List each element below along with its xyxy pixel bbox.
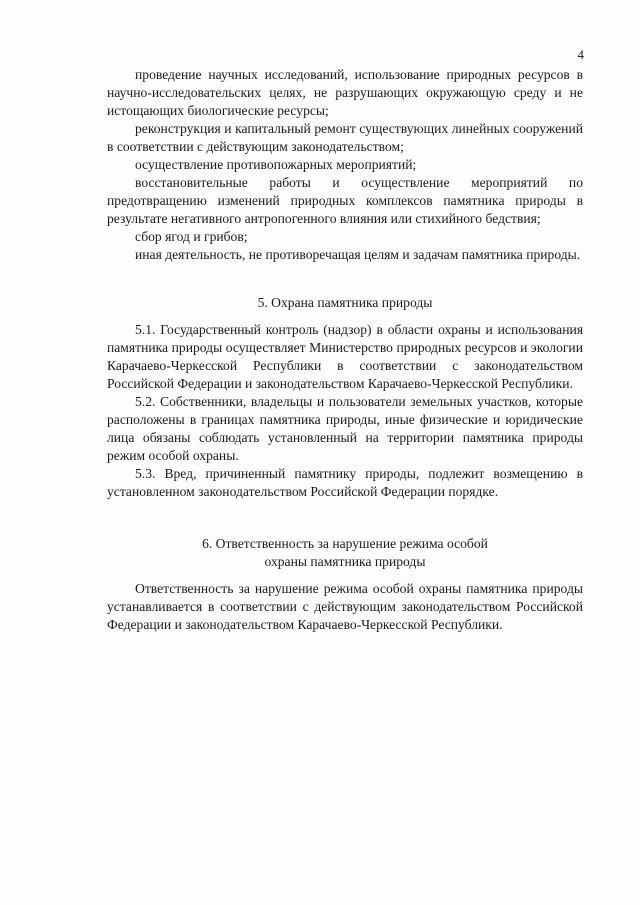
paragraph-5-1: 5.1. Государственный контроль (надзор) в области охраны и использования памятника природы осуществляет Министерство природных ресурсов и экологии Карачаево-Черкесской Республики в соответствии с законодательством Российской Федерации и законодательством Карачаево-Черкесской Республики. xyxy=(107,322,583,391)
section-5-body xyxy=(107,321,583,501)
list-item: реконструкция и капитальный ремонт существующих линейных сооружений в соответствии с действующим законодательством; xyxy=(107,121,583,154)
list-item: проведение научных исследований, использование природных ресурсов в научно-исследовательских целях, не разрушающих окружающую среду и не истощающих биологические ресурсы; xyxy=(107,67,583,118)
section-6-heading-line-1: 6. Ответственность за нарушение режима особой xyxy=(202,536,488,551)
paragraph-5-2: 5.2. Собственники, владельцы и пользователи земельных участков, которые расположены в границах памятника природы, иные физические и юридические лица обязаны соблюдать установленный на территории памятника природы режим особой охраны. xyxy=(107,394,583,463)
list-item: восстановительные работы и осуществление мероприятий по предотвращению изменений природных комплексов памятника природы в результате негативного антропогенного влияния или стихийного бедствия; xyxy=(107,175,583,226)
list-item: осуществление противопожарных мероприятий; xyxy=(135,157,417,172)
list-item: иная деятельность, не противоречащая целям и задачам памятника природы. xyxy=(135,247,581,262)
page-number: 4 xyxy=(577,47,584,62)
section-6-heading xyxy=(107,535,583,571)
list-item: сбор ягод и грибов; xyxy=(135,229,248,244)
section-6-heading-line-2: охраны памятника природы xyxy=(264,554,426,569)
paragraph-5-3: 5.3. Вред, причиненный памятнику природы, подлежит возмещению в установленном законодательством Российской Федерации порядке. xyxy=(107,466,583,499)
section-6-body xyxy=(107,580,583,634)
permitted-activities-list xyxy=(107,66,583,264)
paragraph-6-1: Ответственность за нарушение режима особой охраны памятника природы устанавливается в соответствии с действующим законодательством Российской Федерации и законодательством Карачаево-Черкесской Республики. xyxy=(107,581,583,632)
section-5-heading: 5. Охрана памятника природы xyxy=(257,295,433,310)
